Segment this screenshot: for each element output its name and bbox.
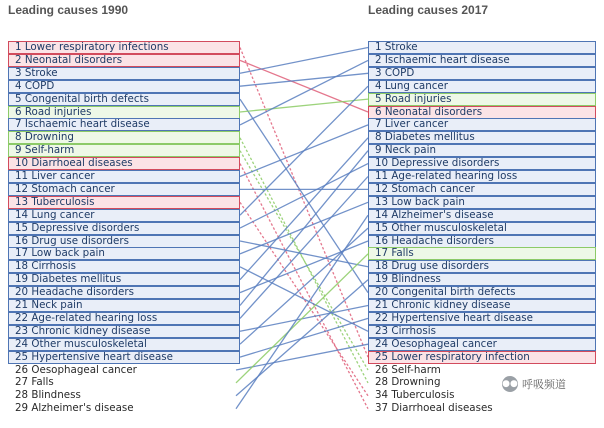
rank-2017-22: 22 Hypertensive heart disease (368, 312, 596, 325)
rank-1990-25: 25 Hypertensive heart disease (8, 351, 240, 364)
rank-1990-7: 7 Ischaemic heart disease (8, 118, 240, 131)
rank-2017-27: 28 Drowning (375, 376, 441, 389)
rank-1990-18: 18 Cirrhosis (8, 260, 240, 273)
rank-1990-21: 21 Neck pain (8, 299, 240, 312)
watermark (502, 376, 566, 392)
rank-1990-24: 24 Other musculoskeletal (8, 338, 240, 351)
rank-1990-22: 22 Age-related hearing loss (8, 312, 240, 325)
rank-2017-10: 10 Depressive disorders (368, 157, 596, 170)
rank-2017-19: 19 Blindness (368, 273, 596, 286)
rank-2017-28: 34 Tuberculosis (375, 389, 455, 402)
rank-2017-14: 14 Alzheimer's disease (368, 209, 596, 222)
header-1990: Leading causes 1990 (8, 3, 129, 17)
rank-2017-20: 20 Congenital birth defects (368, 286, 596, 299)
rank-1990-12: 12 Stomach cancer (8, 183, 240, 196)
rank-1990-19: 19 Diabetes mellitus (8, 273, 240, 286)
rank-1990-23: 23 Chronic kidney disease (8, 325, 240, 338)
header-2017: Leading causes 2017 (368, 3, 489, 17)
rank-2017-15: 15 Other musculoskeletal (368, 222, 596, 235)
rank-1990-26: 26 Oesophageal cancer (15, 363, 137, 376)
rank-1990-1: 1 Lower respiratory infections (8, 41, 240, 54)
rank-2017-5: 5 Road injuries (368, 93, 596, 106)
rank-2017-12: 12 Stomach cancer (368, 183, 596, 196)
rank-1990-16: 16 Drug use disorders (8, 235, 240, 248)
rank-2017-1: 1 Stroke (368, 41, 596, 54)
rank-1990-27: 27 Falls (15, 376, 54, 389)
rank-2017-13: 13 Low back pain (368, 196, 596, 209)
rank-1990-6: 6 Road injuries (8, 106, 240, 119)
rank-2017-6: 6 Neonatal disorders (368, 106, 596, 119)
rank-2017-17: 17 Falls (368, 247, 596, 260)
rank-1990-28: 28 Blindness (15, 389, 81, 402)
rank-1990-29: 29 Alzheimer's disease (15, 402, 134, 415)
rank-1990-14: 14 Lung cancer (8, 209, 240, 222)
rank-2017-7: 7 Liver cancer (368, 118, 596, 131)
rank-1990-11: 11 Liver cancer (8, 170, 240, 183)
rank-2017-18: 18 Drug use disorders (368, 260, 596, 273)
rank-2017-16: 16 Headache disorders (368, 235, 596, 248)
rank-2017-21: 21 Chronic kidney disease (368, 299, 596, 312)
rank-2017-9: 9 Neck pain (368, 144, 596, 157)
rank-1990-4: 4 COPD (8, 80, 240, 93)
rank-1990-17: 17 Low back pain (8, 247, 240, 260)
rank-1990-10: 10 Diarrhoeal diseases (8, 157, 240, 170)
rank-2017-25: 25 Lower respiratory infection (368, 351, 596, 364)
rank-2017-2: 2 Ischaemic heart disease (368, 54, 596, 67)
rank-2017-29: 37 Diarrhoeal diseases (375, 402, 493, 415)
rank-1990-2: 2 Neonatal disorders (8, 54, 240, 67)
rank-1990-5: 5 Congenital birth defects (8, 93, 240, 106)
chat-bubble-icon: ●● (502, 376, 518, 392)
rank-1990-3: 3 Stroke (8, 67, 240, 80)
rank-1990-20: 20 Headache disorders (8, 286, 240, 299)
rank-2017-4: 4 Lung cancer (368, 80, 596, 93)
watermark-text: 呼吸频道 (522, 378, 566, 391)
rank-2017-24: 24 Oesophageal cancer (368, 338, 596, 351)
rank-2017-23: 23 Cirrhosis (368, 325, 596, 338)
rank-1990-9: 9 Self-harm (8, 144, 240, 157)
rank-2017-11: 11 Age-related hearing loss (368, 170, 596, 183)
rank-1990-8: 8 Drowning (8, 131, 240, 144)
rank-2017-3: 3 COPD (368, 67, 596, 80)
rank-1990-13: 13 Tuberculosis (8, 196, 240, 209)
rank-2017-26: 26 Self-harm (375, 363, 441, 376)
rank-1990-15: 15 Depressive disorders (8, 222, 240, 235)
rank-2017-8: 8 Diabetes mellitus (368, 131, 596, 144)
